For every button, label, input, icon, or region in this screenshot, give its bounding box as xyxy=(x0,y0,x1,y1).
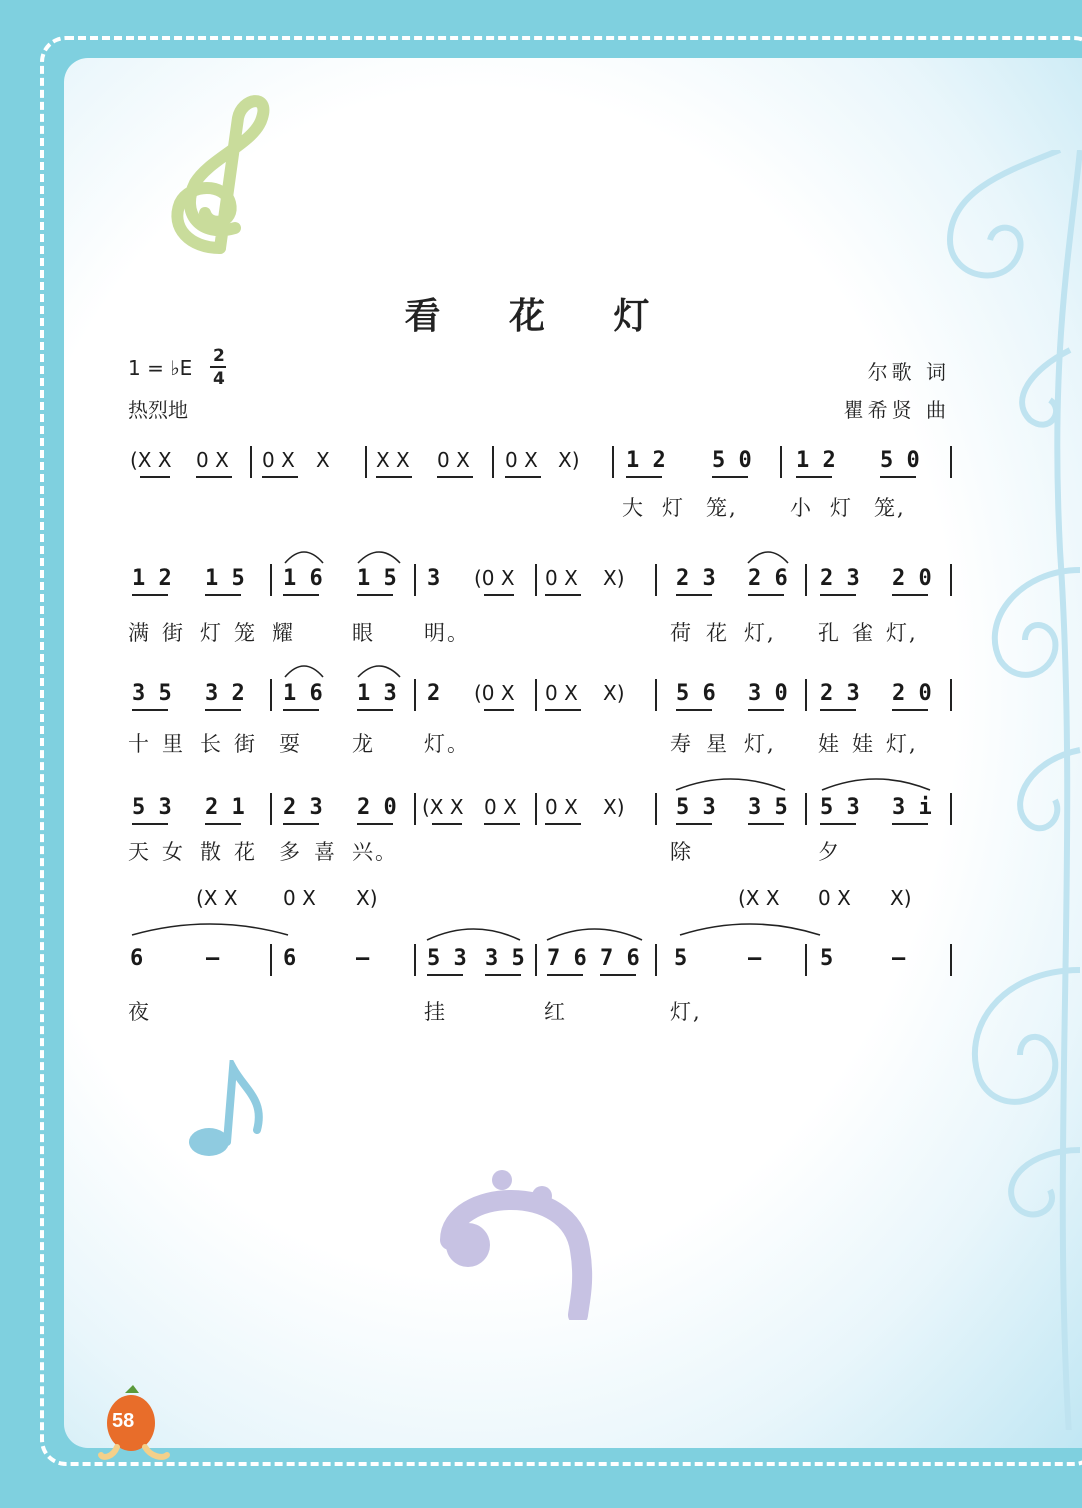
slur-arc xyxy=(132,924,288,935)
lyric-syllable: 喜 xyxy=(314,840,337,864)
note-group: 6 xyxy=(130,946,144,971)
lyric-syllable: 灯 xyxy=(200,621,223,645)
note-group: 2 3 xyxy=(283,795,323,820)
lyric-syllable: 天 xyxy=(128,840,151,864)
note-group: 3 xyxy=(427,566,441,591)
lyric-syllable: 红 xyxy=(544,1000,567,1024)
note-group: 0 X xyxy=(545,681,578,705)
lyric-syllable: 夜 xyxy=(128,1000,151,1024)
upper-accompaniment: X) xyxy=(356,886,378,910)
note-group: 3 i xyxy=(892,795,932,820)
note-group: (0 X xyxy=(474,681,515,705)
note-group: 5 3 xyxy=(427,946,467,971)
note-group: 1 6 xyxy=(283,566,323,591)
slur-arc xyxy=(676,779,785,790)
lyric-syllable: 兴。 xyxy=(352,840,398,864)
note-group: 5 xyxy=(674,946,688,971)
lyric-syllable: 孔 xyxy=(818,621,841,645)
note-group: (X X xyxy=(130,448,172,472)
note-group: 7 6 xyxy=(547,946,587,971)
lyric-syllable: 眼 xyxy=(352,621,375,645)
slur-arc xyxy=(285,552,323,563)
lyric-syllable: 小 xyxy=(790,496,813,520)
note-group: (0 X xyxy=(474,566,515,590)
note-group: 2 3 xyxy=(676,566,716,591)
note-group: 5 3 xyxy=(132,795,172,820)
note-group: 5 3 xyxy=(820,795,860,820)
upper-accompaniment: (X X xyxy=(738,886,780,910)
note-group: 2 3 xyxy=(820,681,860,706)
note-group: 5 0 xyxy=(880,448,920,473)
note-group: 2 1 xyxy=(205,795,245,820)
upper-accompaniment: X) xyxy=(890,886,912,910)
lyric-syllable: 耀 xyxy=(272,621,295,645)
lyric-syllable: 灯, xyxy=(744,621,776,645)
note-group: 3 2 xyxy=(205,681,245,706)
slur-arc xyxy=(358,552,400,563)
lyric-syllable: 大 xyxy=(622,496,645,520)
lyric-syllable: 笼 xyxy=(234,621,257,645)
lyric-syllable: 耍 xyxy=(279,732,302,756)
lyric-syllable: 街 xyxy=(234,732,257,756)
note-group: 3 0 xyxy=(748,681,788,706)
lyric-syllable: 灯, xyxy=(886,732,918,756)
note-group: – xyxy=(748,946,762,971)
note-group: 0 X xyxy=(437,448,470,472)
slur-arc xyxy=(680,924,820,935)
note-group: (X X xyxy=(422,795,464,819)
lyric-syllable: 多 xyxy=(279,840,302,864)
note-group: 2 0 xyxy=(892,566,932,591)
note-group: 0 X xyxy=(196,448,229,472)
lyric-syllable: 花 xyxy=(706,621,729,645)
note-group: 1 6 xyxy=(283,681,323,706)
upper-accompaniment: (X X xyxy=(196,886,238,910)
note-group: 3 5 xyxy=(485,946,525,971)
note-group: 2 xyxy=(427,681,441,706)
note-group: 0 X xyxy=(262,448,295,472)
lyric-syllable: 星 xyxy=(706,732,729,756)
note-group: 5 6 xyxy=(676,681,716,706)
upper-accompaniment: 0 X xyxy=(283,886,316,910)
note-group: X) xyxy=(603,681,625,705)
slur-arc xyxy=(822,779,930,790)
lyric-syllable: 花 xyxy=(234,840,257,864)
note-group: 7 6 xyxy=(600,946,640,971)
page-number: 58 xyxy=(112,1410,135,1432)
note-group: 0 X xyxy=(545,566,578,590)
lyric-syllable: 夕 xyxy=(818,840,841,864)
note-group: 1 5 xyxy=(357,566,397,591)
lyric-syllable: 娃 xyxy=(852,732,875,756)
lyric-syllable: 灯 xyxy=(830,496,853,520)
note-group: 1 5 xyxy=(205,566,245,591)
upper-accompaniment: 0 X xyxy=(818,886,851,910)
note-group: 5 0 xyxy=(712,448,752,473)
note-group: 0 X xyxy=(545,795,578,819)
lyric-syllable: 长 xyxy=(200,732,223,756)
lyric-syllable: 笼, xyxy=(874,496,906,520)
lyric-syllable: 街 xyxy=(162,621,185,645)
slur-arc xyxy=(358,666,400,677)
lyric-syllable: 灯。 xyxy=(424,732,470,756)
time-sig-top: 2 xyxy=(213,346,225,366)
note-group: 3 5 xyxy=(132,681,172,706)
slur-arc xyxy=(547,929,642,940)
lyric-syllable: 灯, xyxy=(744,732,776,756)
note-group: 1 2 xyxy=(796,448,836,473)
lyric-syllable: 灯, xyxy=(670,1000,702,1024)
note-group: 0 X xyxy=(484,795,517,819)
composer-credit: 瞿希贤 曲 xyxy=(843,398,950,422)
note-group: – xyxy=(892,946,906,971)
note-group: 1 2 xyxy=(626,448,666,473)
note-group: 1 2 xyxy=(132,566,172,591)
lyric-syllable: 女 xyxy=(162,840,185,864)
lyric-syllable: 灯, xyxy=(886,621,918,645)
note-group: X) xyxy=(603,795,625,819)
key-signature: 1 = ♭E xyxy=(128,356,193,380)
lyric-syllable: 荷 xyxy=(670,621,693,645)
slur-arc xyxy=(285,666,323,677)
note-group: X xyxy=(316,448,330,472)
note-group: 6 xyxy=(283,946,297,971)
song-title: 看 花 灯 xyxy=(404,296,678,337)
lyric-syllable: 挂 xyxy=(424,1000,447,1024)
lyric-syllable: 里 xyxy=(162,732,185,756)
lyric-syllable: 龙 xyxy=(352,732,375,756)
time-sig-bottom: 4 xyxy=(213,369,225,389)
tempo-marking: 热烈地 xyxy=(128,398,188,422)
note-group: – xyxy=(356,946,370,971)
lyric-syllable: 灯 xyxy=(662,496,685,520)
lyric-syllable: 散 xyxy=(200,840,223,864)
note-group: 3 5 xyxy=(748,795,788,820)
lyric-syllable: 十 xyxy=(128,732,151,756)
note-group: 5 xyxy=(820,946,834,971)
note-group: X) xyxy=(603,566,625,590)
note-group: 2 0 xyxy=(357,795,397,820)
note-group: 2 0 xyxy=(892,681,932,706)
note-group: 5 3 xyxy=(676,795,716,820)
note-group: X) xyxy=(558,448,580,472)
note-group: 2 6 xyxy=(748,566,788,591)
note-group: 0 X xyxy=(505,448,538,472)
lyric-syllable: 娃 xyxy=(818,732,841,756)
lyric-syllable: 明。 xyxy=(424,621,470,645)
note-group: 1 3 xyxy=(357,681,397,706)
lyric-syllable: 寿 xyxy=(670,732,693,756)
lyric-syllable: 除 xyxy=(670,840,693,864)
slur-arc xyxy=(427,929,520,940)
lyric-syllable: 满 xyxy=(128,621,151,645)
lyric-syllable: 雀 xyxy=(852,621,875,645)
note-group: 2 3 xyxy=(820,566,860,591)
lyricist-credit: 尔歌 词 xyxy=(867,360,950,384)
slur-arc xyxy=(748,552,788,563)
note-group: – xyxy=(206,946,220,971)
lyric-syllable: 笼, xyxy=(706,496,738,520)
note-group: X X xyxy=(376,448,410,472)
